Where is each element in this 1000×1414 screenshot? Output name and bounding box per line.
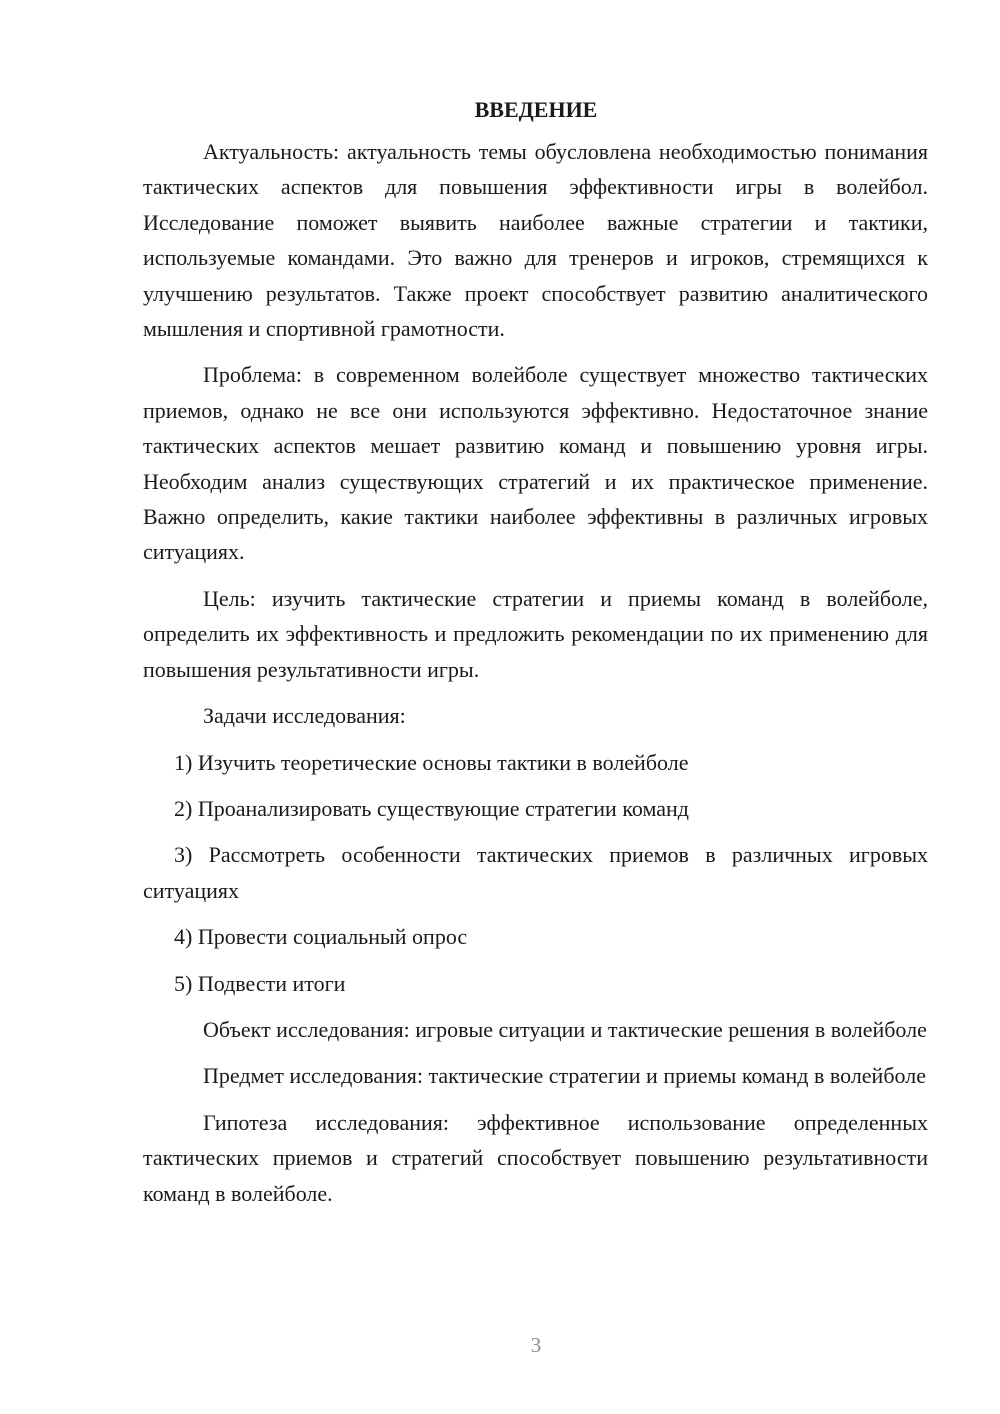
task-item-3: 3) Рассмотреть особенности тактических приемов в различных игровых ситуациях: [143, 842, 928, 903]
relevance-paragraph: Актуальность: актуальность темы обусловлена необходимостью понимания тактических аспектов для повышения эффективности игры в волейбол. Исследование поможет выявить наиболее важные стратегии и тактики, используемые командами. Это важно для тренеров и игроков, стремящихся к улучшению результатов. Также проект способствует развитию аналитического мышления и спортивной грамотности.: [143, 139, 928, 342]
problem-paragraph: Проблема: в современном волейболе существует множество тактических приемов, однако не все они используются эффективно. Недостаточное знание тактических аспектов мешает развитию команд и повышению уровня игры. Необходим анализ существующих стратегий и их практическое применение. Важно определить, какие тактики наиболее эффективны в различных игровых ситуациях.: [143, 362, 928, 565]
page-content: [143, 92, 928, 1211]
subject-paragraph: Предмет исследования: тактические стратегии и приемы команд в волейболе: [203, 1063, 926, 1089]
task-item-2: 2) Проанализировать существующие стратегии команд: [174, 795, 689, 821]
goal-paragraph: Цель: изучить тактические стратегии и приемы команд в волейболе, определить их эффективность и предложить рекомендации по их применению для повышения результативности игры.: [143, 585, 928, 682]
page-number: 3: [530, 1333, 542, 1357]
tasks-heading: Задачи исследования:: [203, 703, 406, 729]
task-item-5: 5) Подвести итоги: [174, 970, 346, 996]
object-paragraph: Объект исследования: игровые ситуации и тактические решения в волейболе: [203, 1016, 927, 1042]
section-title: ВВЕДЕНИЕ: [474, 97, 598, 122]
hypothesis-paragraph: Гипотеза исследования: эффективное использование определенных тактических приемов и стратегий способствует повышению результативности команд в волейболе.: [143, 1109, 928, 1206]
task-item-1: 1) Изучить теоретические основы тактики в волейболе: [174, 749, 689, 775]
task-item-4: 4) Провести социальный опрос: [174, 924, 468, 950]
